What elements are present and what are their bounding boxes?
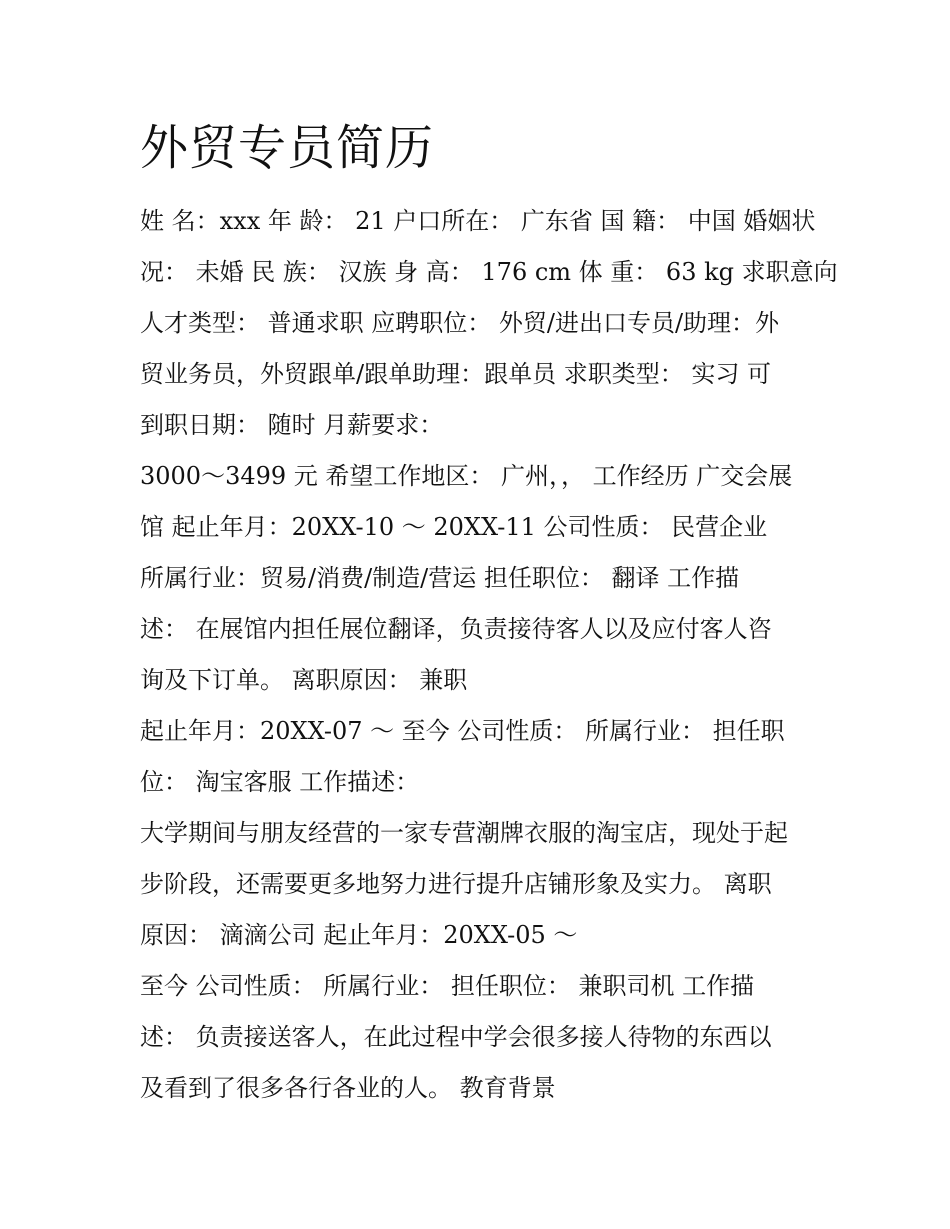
- text-line: 述： 负责接送客人，在此过程中学会很多接人待物的东西以: [140, 1023, 772, 1051]
- text-line: 所属行业：贸易/消费/制造/营运 担任职位： 翻译 工作描: [140, 564, 740, 592]
- text-line: 询及下订单。 离职原因： 兼职: [140, 666, 468, 694]
- resume-body: [140, 196, 838, 1114]
- text-line: 原因： 滴滴公司 起止年月：20XX-05 ～: [140, 921, 578, 949]
- text-line: 馆 起止年月：20XX-10 ～ 20XX-11 公司性质： 民营企业: [140, 513, 768, 541]
- text-line: 到职日期： 随时 月薪要求：: [140, 411, 444, 439]
- text-line: 贸业务员，外贸跟单/跟单助理：跟单员 求职类型： 实习 可: [140, 360, 771, 388]
- text-line: 及看到了很多各行各业的人。 教育背景: [140, 1074, 556, 1102]
- text-line: 大学期间与朋友经营的一家专营潮牌衣服的淘宝店，现处于起: [140, 819, 788, 847]
- text-line: 况： 未婚 民 族： 汉族 身 高： 176 cm 体 重： 63 kg 求职意向: [140, 258, 838, 286]
- text-line: 姓 名：xxx 年 龄： 21 户口所在： 广东省 国 籍： 中国 婚姻状: [140, 207, 816, 235]
- text-line: 至今 公司性质： 所属行业： 担任职位： 兼职司机 工作描: [140, 972, 755, 1000]
- text-line: 人才类型： 普通求职 应聘职位： 外贸/进出口专员/助理：外: [140, 309, 780, 337]
- text-line: 起止年月：20XX-07 ～ 至今 公司性质： 所属行业： 担任职: [140, 717, 785, 745]
- text-line: 述： 在展馆内担任展位翻译，负责接待客人以及应付客人咨: [140, 615, 772, 643]
- text-line: 位： 淘宝客服 工作描述：: [140, 768, 420, 796]
- resume-title: 外贸专员简历: [140, 120, 435, 176]
- text-line: 步阶段，还需要更多地努力进行提升店铺形象及实力。 离职: [140, 870, 772, 898]
- text-line: 3000～3499 元 希望工作地区： 广州，， 工作经历 广交会展: [140, 462, 793, 490]
